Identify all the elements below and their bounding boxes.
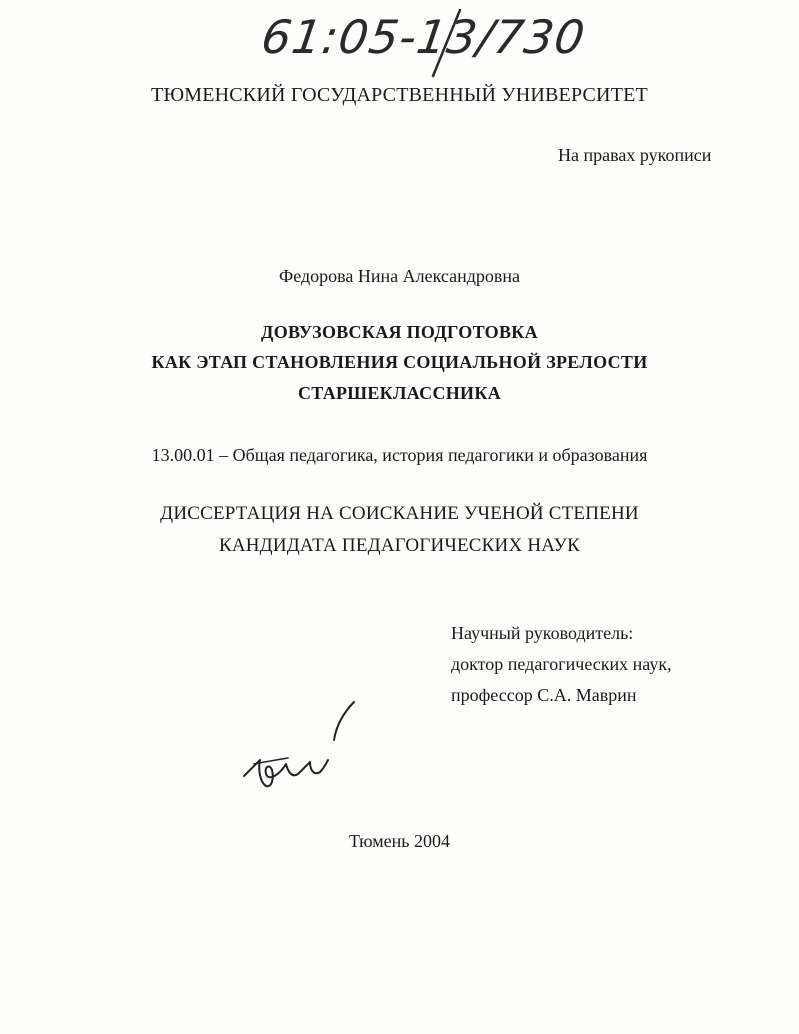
signature-icon <box>236 690 366 800</box>
shelfmark-underline-icon <box>255 6 585 80</box>
supervisor-name: профессор С.А. Маврин <box>451 685 637 705</box>
university-name: ТЮМЕНСКИЙ ГОСУДАРСТВЕННЫЙ УНИВЕРСИТЕТ <box>151 84 648 106</box>
supervisor-degree: доктор педагогических наук, <box>451 654 672 674</box>
city-and-year: Тюмень 2004 <box>348 831 451 851</box>
supervisor-label: Научный руководитель: <box>451 623 634 643</box>
degree-statement-line: КАНДИДАТА ПЕДАГОГИЧЕСКИХ НАУК <box>218 535 581 556</box>
degree-statement-line: ДИССЕРТАЦИЯ НА СОИСКАНИЕ УЧЕНОЙ СТЕПЕНИ <box>160 503 639 524</box>
handwritten-shelfmark: 61:05-13/730 <box>258 10 589 64</box>
specialty-code: 13.00.01 – Общая педагогика, история педагогики и образования <box>151 445 648 465</box>
dissertation-title-line: ДОВУЗОВСКАЯ ПОДГОТОВКА <box>261 322 538 342</box>
manuscript-rights-note: На правах рукописи <box>558 145 712 165</box>
dissertation-title-line: КАК ЭТАП СТАНОВЛЕНИЯ СОЦИАЛЬНОЙ ЗРЕЛОСТИ <box>151 352 648 372</box>
dissertation-title-line: СТАРШЕКЛАССНИКА <box>298 383 501 403</box>
author-name: Федорова Нина Александровна <box>278 266 520 286</box>
